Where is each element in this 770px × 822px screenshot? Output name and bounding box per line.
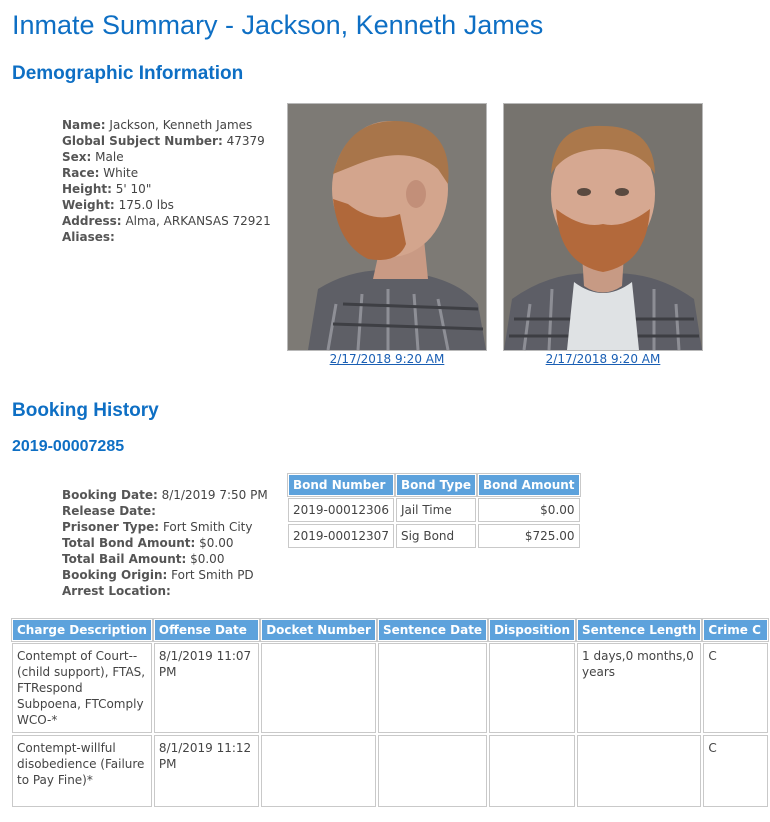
height-value: 5' 10" [115,182,152,196]
arrest-location-row: Arrest Location: [62,584,171,598]
address-row: Address: Alma, ARKANSAS 72921 [62,214,271,228]
docket-number-header: Docket Number [261,619,376,641]
total-bond-value: $0.00 [199,536,234,550]
subject-number-row: Global Subject Number: 47379 [62,134,265,148]
booking-info [62,487,268,599]
total-bail-row: Total Bail Amount: $0.00 [62,552,225,566]
booking-date-value: 8/1/2019 7:50 PM [161,488,268,502]
race-row: Race: White [62,166,139,180]
crime-class-header: Crime C [703,619,768,641]
demographic-heading: Demographic Information [12,63,244,84]
bond-table [286,472,582,550]
sentence-date-cell [378,735,487,807]
demographic-info [62,117,271,245]
name-row: Name: Jackson, Kenneth James [62,118,253,132]
bond-row [288,524,580,548]
profile-photo-date-link[interactable]: 2/17/2018 9:20 AM [329,352,445,366]
charge-description-cell: Contempt-willful disobedience (Failure to Pay Fine)* [12,735,152,807]
offense-date-cell: 8/1/2019 11:12 PM [154,735,259,807]
bond-type-cell: Sig Bond [396,524,476,548]
release-date-row: Release Date: [62,504,156,518]
bond-number-cell: 2019-00012307 [288,524,394,548]
prisoner-type-value: Fort Smith City [162,520,253,534]
disposition-cell [489,643,575,733]
front-photo-block [503,103,703,366]
bond-type-header: Bond Type [396,474,476,496]
docket-number-cell [261,735,376,807]
height-row: Height: 5' 10" [62,182,152,196]
booking-origin-value: Fort Smith PD [171,568,254,582]
crime-class-cell: C [703,735,768,807]
sex-row: Sex: Male [62,150,124,164]
race-value: White [103,166,139,180]
bond-type-cell: Jail Time [396,498,476,522]
charge-description-header: Charge Description [12,619,152,641]
front-photo[interactable] [503,103,703,351]
charge-description-cell: Contempt of Court--(child support), FTAS, FTRespond Subpoena, FTComply WCO-* [12,643,152,733]
bond-row [288,498,580,522]
offense-date-cell: 8/1/2019 11:07 PM [154,643,259,733]
booking-date-row: Booking Date: 8/1/2019 7:50 PM [62,488,268,502]
subject-number-value: 47379 [226,134,265,148]
prisoner-type-row: Prisoner Type: Fort Smith City [62,520,253,534]
booking-history-heading: Booking History [12,400,159,421]
front-photo-date-link[interactable]: 2/17/2018 9:20 AM [545,352,661,366]
charge-table-container [10,617,761,809]
bond-header-row [288,474,580,496]
bond-amount-header: Bond Amount [478,474,580,496]
crime-class-cell: C [703,643,768,733]
charge-row [12,643,768,733]
address-value: Alma, ARKANSAS 72921 [125,214,271,228]
weight-value: 175.0 lbs [118,198,174,212]
name-value: Jackson, Kenneth James [109,118,253,132]
offense-date-header: Offense Date [154,619,259,641]
charge-table [10,617,770,809]
bond-number-cell: 2019-00012306 [288,498,394,522]
page-title: Inmate Summary - Jackson, Kenneth James [12,10,544,40]
charge-row [12,735,768,807]
total-bail-value: $0.00 [190,552,225,566]
sentence-length-header: Sentence Length [577,619,701,641]
profile-photo[interactable] [287,103,487,351]
sentence-length-cell: 1 days,0 months,0 years [577,643,701,733]
sex-value: Male [95,150,124,164]
booking-number: 2019-00007285 [12,438,125,455]
sentence-date-cell [378,643,487,733]
charge-header-row [12,619,768,641]
disposition-header: Disposition [489,619,575,641]
bond-amount-cell: $0.00 [478,498,580,522]
weight-row: Weight: 175.0 lbs [62,198,174,212]
aliases-row: Aliases: [62,230,115,244]
total-bond-row: Total Bond Amount: $0.00 [62,536,234,550]
sentence-date-header: Sentence Date [378,619,487,641]
sentence-length-cell [577,735,701,807]
bond-amount-cell: $725.00 [478,524,580,548]
profile-photo-block [287,103,487,366]
docket-number-cell [261,643,376,733]
booking-origin-row: Booking Origin: Fort Smith PD [62,568,254,582]
disposition-cell [489,735,575,807]
bond-number-header: Bond Number [288,474,394,496]
